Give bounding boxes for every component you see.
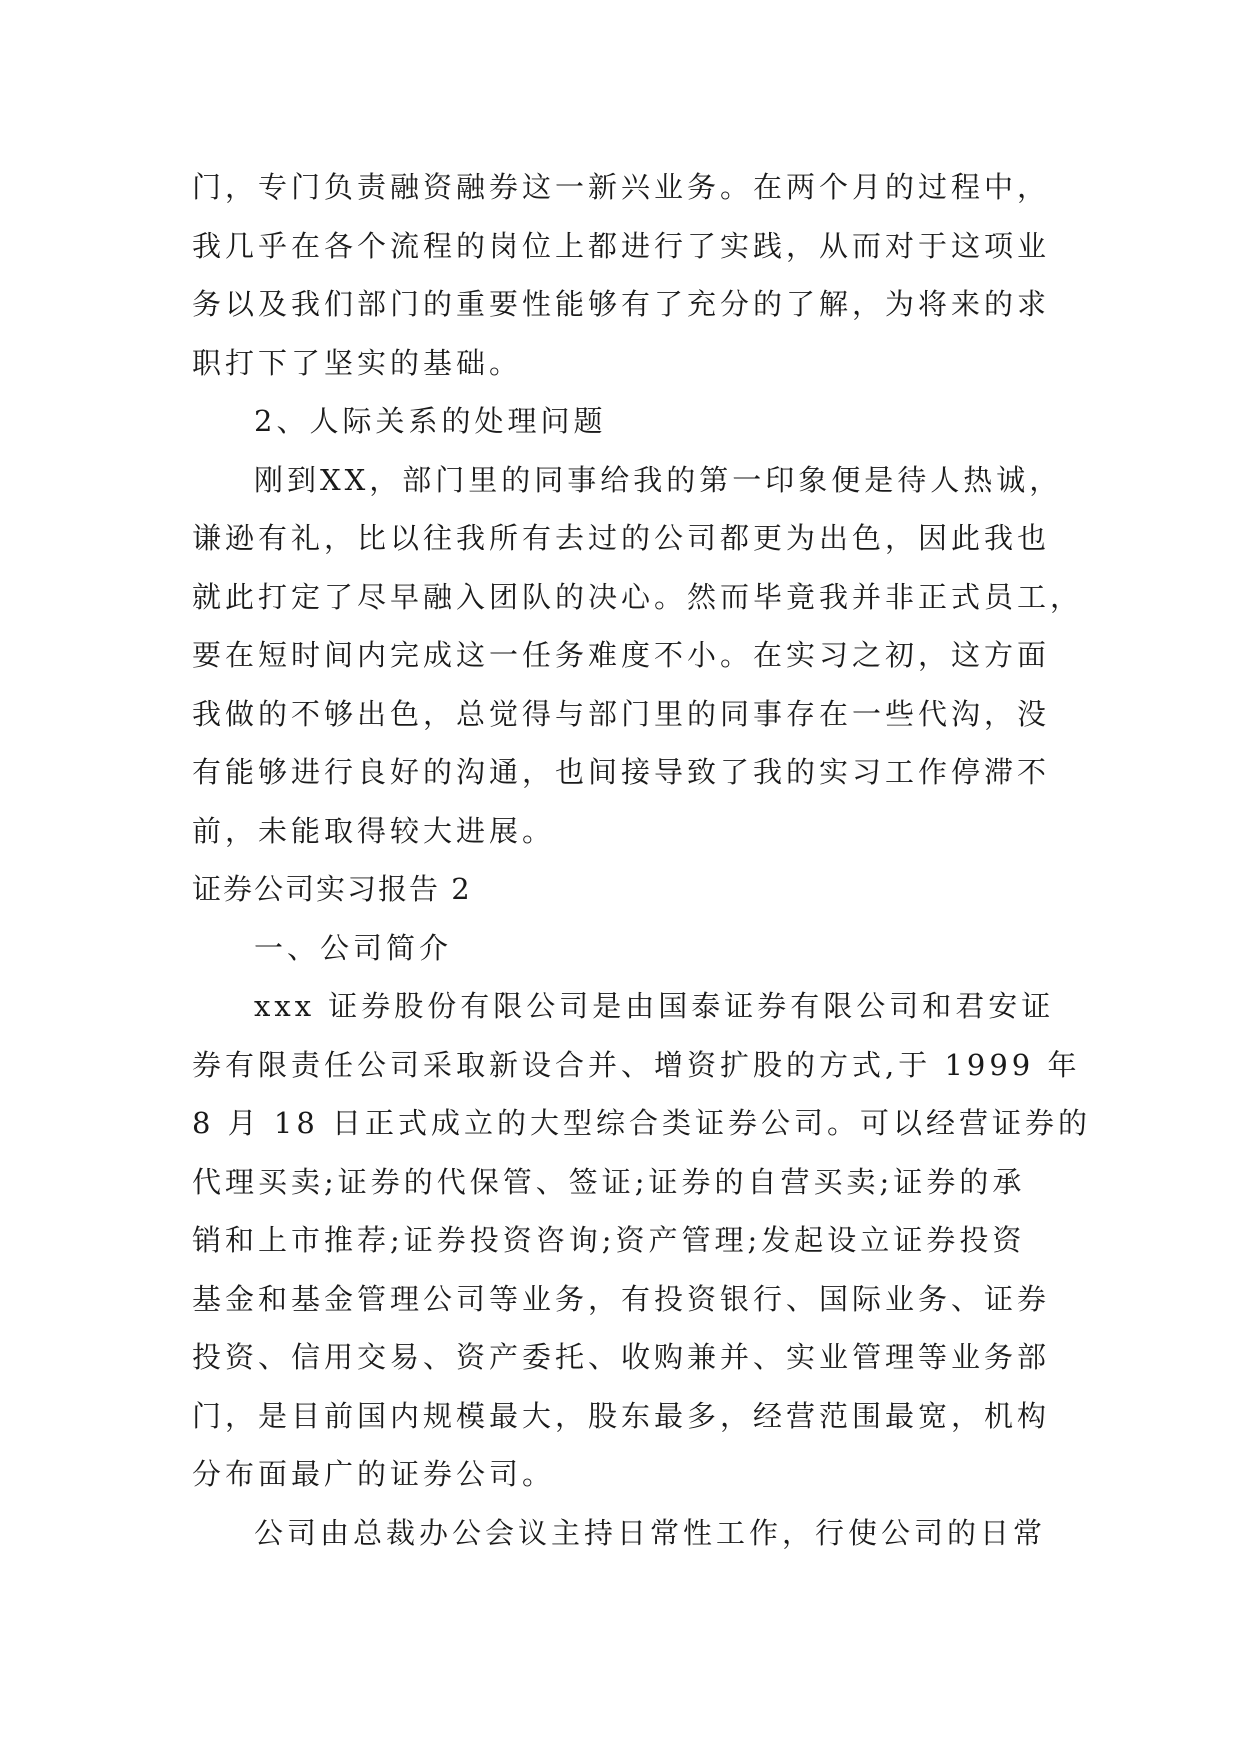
text-line: 前，未能取得较大进展。: [192, 813, 556, 848]
text-line: 务以及我们部门的重要性能够有了充分的了解，为将来的求: [192, 287, 1051, 321]
text-line: 我几乎在各个流程的岗位上都进行了实践，从而对于这项业: [192, 228, 1051, 263]
section-heading: 2、人际关系的处理问题: [254, 404, 607, 438]
text-line: 我做的不够出色，总觉得与部门里的同事存在一些代沟，没: [192, 696, 1051, 731]
text-line: 投资、信用交易、资产委托、收购兼并、实业管理等业务部: [192, 1340, 1051, 1374]
text-line: 分布面最广的证券公司。: [192, 1457, 556, 1491]
text-line: 刚到XX，部门里的同事给我的第一印象便是待人热诚，: [254, 462, 1063, 497]
text-line: 有能够进行良好的沟通，也间接导致了我的实习工作停滞不: [192, 755, 1051, 789]
text-line: 要在短时间内完成这一任务难度不小。在实习之初，这方面: [192, 638, 1051, 672]
text-line: 基金和基金管理公司等业务，有投资银行、国际业务、证券: [192, 1281, 1051, 1316]
text-line: xxx 证券股份有限公司是由国泰证券有限公司和君安证: [254, 989, 1055, 1023]
text-line: 8 月 18 日正式成立的大型综合类证券公司。可以经营证券的: [192, 1106, 1092, 1140]
text-line: 门，是目前国内规模最大，股东最多，经营范围最宽，机构: [192, 1398, 1051, 1433]
text-line: 就此打定了尽早融入团队的决心。然而毕竟我并非正式员工，: [192, 579, 1084, 614]
text-line: 公司由总裁办公会议主持日常性工作，行使公司的日常: [254, 1515, 1047, 1550]
text-line: 券有限责任公司采取新设合并、增资扩股的方式,于 1999 年: [192, 1047, 1081, 1082]
report-title: 证券公司实习报告 2: [192, 872, 472, 906]
document-body: [192, 158, 1092, 1562]
text-line: 职打下了坚实的基础。: [192, 345, 523, 380]
text-line: 代理买卖;证券的代保管、签证;证券的自营买卖;证券的承: [192, 1164, 1026, 1199]
text-line: 谦逊有礼，比以往我所有去过的公司都更为出色，因此我也: [192, 521, 1051, 555]
section-heading: 一、公司简介: [254, 930, 453, 965]
text-line: 门，专门负责融资融券这一新兴业务。在两个月的过程中，: [192, 170, 1051, 204]
text-line: 销和上市推荐;证券投资咨询;资产管理;发起设立证券投资: [192, 1223, 1026, 1257]
